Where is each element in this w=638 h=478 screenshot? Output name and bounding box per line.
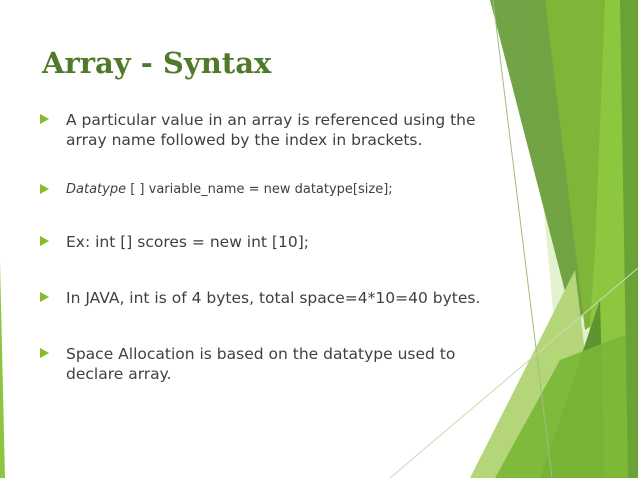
bullet-text: Space Allocation is based on the datatype used to declare array. bbox=[66, 345, 456, 383]
bullet-item bbox=[40, 344, 488, 384]
triangle-right-icon bbox=[40, 292, 49, 302]
bullet-text: A particular value in an array is referenced using the array name followed by the index in brackets. bbox=[66, 111, 476, 149]
triangle-right-icon bbox=[40, 184, 49, 194]
bullet-item bbox=[40, 181, 488, 199]
bullet-item bbox=[40, 232, 488, 252]
bullet-item bbox=[40, 110, 488, 150]
syntax-text: [ ] variable_name = new datatype[size]; bbox=[126, 182, 393, 197]
bullet-text bbox=[66, 181, 393, 199]
triangle-right-icon bbox=[40, 114, 49, 124]
slide-title: Array - Syntax bbox=[42, 46, 272, 80]
triangle-right-icon bbox=[40, 348, 49, 358]
triangle-right-icon bbox=[40, 236, 49, 246]
bullet-text: In JAVA, int is of 4 bytes, total space=4*10=40 bytes. bbox=[66, 289, 481, 307]
datatype-italic: Datatype bbox=[66, 182, 127, 197]
bullet-text: Ex: int [] scores = new int [10]; bbox=[66, 233, 309, 251]
bullet-item bbox=[40, 288, 488, 308]
